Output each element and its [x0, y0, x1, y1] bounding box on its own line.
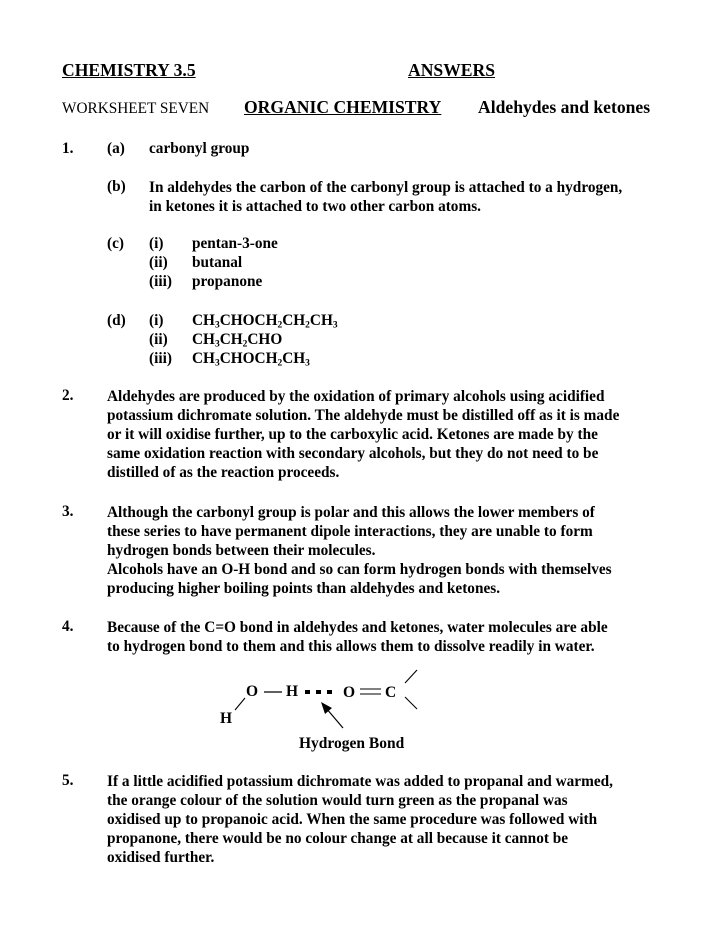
q5-line: oxidised up to propanoic acid. When the same procedure was followed with [107, 811, 598, 828]
q1a-label: (a) [107, 140, 125, 157]
q1b-line: in ketones it is attached to two other carbon atoms. [149, 198, 481, 215]
q2-line: same oxidation reaction with secondary alcohols, but they do not need to be [107, 445, 599, 462]
q2-line: or it will oxidise further, up to the carboxylic acid. Ketones are made by the [107, 426, 598, 443]
hydrogen-bond-caption: Hydrogen Bond [299, 735, 405, 752]
hydrogen-atom-bonding: H [286, 683, 299, 700]
q4-number: 4. [62, 618, 74, 635]
q1d-formula-i: $CH_3CHOCH_2CH_2CH_3$ [192, 312, 338, 331]
worksheet-label: WORKSHEET SEVEN [62, 100, 210, 117]
q1c-answer-ii: butanal [192, 254, 243, 271]
hydrogen-bond-arrow-shaft [326, 708, 343, 728]
q5-line: propanone, there would be no colour change at all because it cannot be [107, 830, 569, 847]
q1c-roman-ii: (ii) [149, 254, 168, 271]
topic-title: ORGANIC CHEMISTRY [244, 97, 442, 117]
q1d-roman-iii: (iii) [149, 350, 172, 367]
q1d-roman-i: (i) [149, 312, 164, 329]
q3-line: Although the carbonyl group is polar and this allows the lower members of [107, 504, 595, 521]
q2-number: 2. [62, 387, 74, 404]
q5-line: oxidised further. [107, 849, 215, 866]
answers-title: ANSWERS [408, 60, 496, 80]
q1c-label: (c) [107, 235, 124, 252]
q5-number: 5. [62, 772, 74, 789]
q3-line: hydrogen bonds between their molecules. [107, 542, 376, 559]
hydrogen-atom-water: H [220, 710, 233, 727]
q2-line: distilled of as the reaction proceeds. [107, 464, 340, 481]
carbon-lower-bond-line [405, 697, 417, 709]
oxygen-atom-water: O [246, 683, 259, 700]
q2-line: potassium dichromate solution. The aldehyde must be distilled off as it is made [107, 407, 620, 424]
q1d-label: (d) [107, 312, 126, 329]
subtopic-title: Aldehydes and ketones [478, 97, 651, 117]
q1d-formula-iii: $CH_3CHOCH_2CH_3$ [192, 350, 310, 369]
q5-line: If a little acidified potassium dichromate was added to propanal and warmed, [107, 773, 613, 790]
o-h-water-bond-line [235, 698, 245, 710]
q1c-answer-i: pentan-3-one [192, 235, 278, 252]
q3-number: 3. [62, 503, 74, 520]
carbon-atom-carbonyl: C [385, 684, 397, 701]
course-title: CHEMISTRY 3.5 [62, 60, 196, 80]
q3-line: these series to have permanent dipole interactions, they are unable to form [107, 523, 593, 540]
carbon-upper-bond-line [405, 670, 417, 683]
q4-line: to hydrogen bond to them and this allows them to dissolve readily in water. [107, 638, 595, 655]
q1d-formula-ii: $CH_3CH_2CHO$ [192, 331, 283, 350]
q5-answer [107, 772, 687, 867]
oxygen-atom-carbonyl: O [343, 684, 356, 701]
q1b-line: In aldehydes the carbon of the carbonyl group is attached to a hydrogen, [149, 179, 623, 196]
q1a-answer: carbonyl group [149, 140, 250, 157]
q1c-answer-iii: propanone [192, 273, 263, 290]
q1c-roman-i: (i) [149, 235, 164, 252]
q4-line: Because of the C=O bond in aldehydes and ketones, water molecules are able [107, 619, 608, 636]
q1-number: 1. [62, 140, 74, 157]
q1c-roman-iii: (iii) [149, 273, 172, 290]
q3-line: producing higher boiling points than aldehydes and ketones. [107, 580, 501, 597]
q5-line: the orange colour of the solution would turn green as the propanal was [107, 792, 568, 809]
q1d-roman-ii: (ii) [149, 331, 168, 348]
q3-line: Alcohols have an O-H bond and so can form hydrogen bonds with themselves [107, 561, 612, 578]
q1b-label: (b) [107, 178, 126, 195]
q2-line: Aldehydes are produced by the oxidation of primary alcohols using acidified [107, 388, 605, 405]
hydrogen-bond-dashes [305, 690, 332, 694]
